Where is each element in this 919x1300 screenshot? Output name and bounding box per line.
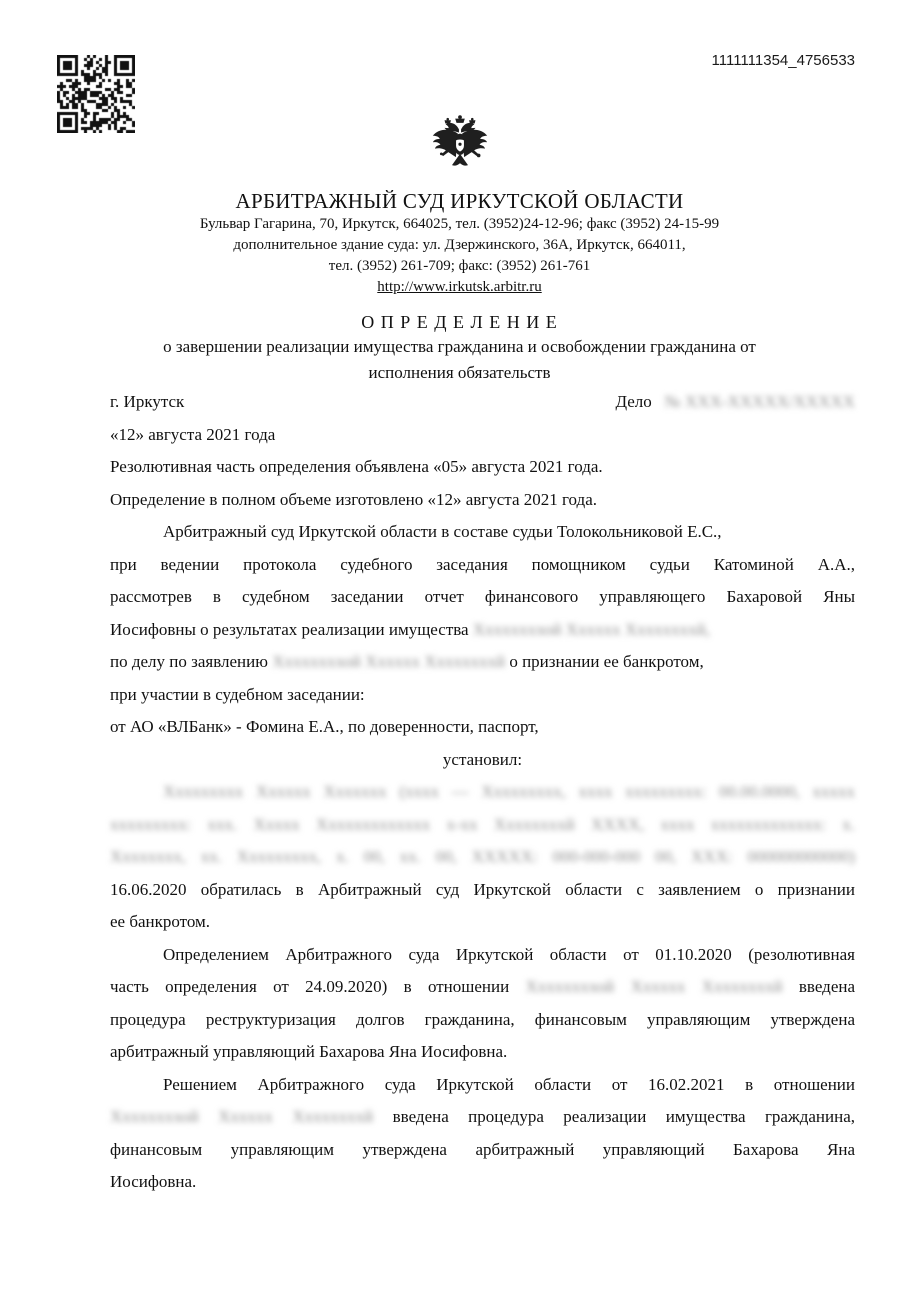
ruling-subtitle-line-1: о завершении реализации имущества гражданина и освобождении гражданина от (163, 337, 756, 356)
body-line-protocol: при ведении протокола судебного заседания помощником судьи Катоминой А.А., (110, 554, 855, 574)
par3-line-2: часть определения от 24.09.2020) в отношении Ххххххххой Хххххх Ххххххххй введена (110, 977, 856, 996)
body-line-uchastie: при участии в судебном заседании: (110, 684, 365, 704)
court-address-line-1: Бульвар Гагарина, 70, Иркутск, 664025, тел. (3952)24-12-96; факс (3952) 24-15-99 (199, 216, 720, 232)
redacted-debtor-name: Ххххххххой Хххххх Ххххххххй (525, 977, 783, 996)
document-number: 1111111354_4756533 (711, 52, 855, 69)
ruling-subtitle-line-2: исполнения обязательств (368, 363, 551, 382)
par4-line-2: Ххххххххой Хххххх Ххххххххй введена процедура реализации имущества гражданина, (110, 1107, 855, 1126)
qr-code (57, 55, 135, 133)
resolutive-part-line: Резолютивная часть определения объявлена «05» августа 2021 года. (110, 457, 603, 476)
court-header (0, 189, 919, 298)
ustanovil-line: установил: (442, 749, 523, 769)
case-label: Дело (615, 392, 652, 411)
coat-of-arms-icon (428, 110, 492, 186)
case-number-redacted: № ХХХ-ХХХХХ/ХХХХХ (664, 392, 855, 411)
body-line-ot-ao: от АО «ВЛБанк» - Фомина Е.А., по доверенности, паспорт, (110, 717, 539, 736)
par4-line-1: Решением Арбитражного суда Иркутской области от 16.02.2021 в отношении (163, 1074, 855, 1094)
ruling-title: О П Р Е Д Е Л Е Н И Е (361, 312, 558, 332)
par3-line-4: арбитражный управляющий Бахарова Яна Иосифовна. (110, 1042, 508, 1061)
body-line-iosifovny: Иосифовны о результатах реализации имущества Ххххххххой Хххххх Ххххххххй, (110, 619, 710, 639)
body-line-rassmotrev: рассмотрев в судебном заседании отчет финансового управляющего Бахаровой Яны (110, 587, 855, 606)
ruling-date-line: «12» августа 2021 года (110, 424, 276, 444)
par3-line-1: Определением Арбитражного суда Иркутской области от 01.10.2020 (резолютивная (163, 944, 855, 964)
par4-line-4: Иосифовна. (110, 1172, 197, 1191)
redacted-paragraph-line-3: Хххххххх, хх. Ххххххххх, х. 00, хх. 00, ХХХХХ: 000-000-000 00, ХХХ: 000000000000) (110, 847, 855, 866)
par3-line-3: процедура реструктуризация долгов гражданина, финансовым управляющим утверждена (110, 1009, 855, 1029)
ruling-body (110, 386, 855, 1199)
body-line-court: Арбитражный суд Иркутской области в составе судьи Толокольниковой Е.С., (163, 522, 722, 541)
redacted-paragraph-line-1: Ххххххххх Хххххх Ххххххх (хххх — Ххххххххх, хххх ххххххххх: 00.00.0000, ххххх (163, 782, 855, 801)
body-line-16-06: 16.06.2020 обратилась в Арбитражный суд Иркутской области с заявлением о признании (110, 879, 855, 899)
par4-line-3: финансовым управляющим утверждена арбитражный управляющий Бахарова Яна (110, 1139, 855, 1159)
redacted-debtor-name: Ххххххххой Хххххх Ххххххххй (272, 652, 506, 671)
ruling-title-block (0, 310, 919, 386)
court-name: АРБИТРАЖНЫЙ СУД ИРКУТСКОЙ ОБЛАСТИ (235, 189, 684, 213)
case-number-group (615, 386, 855, 419)
court-phone-line: тел. (3952) 261-709; факс: (3952) 261-761 (328, 258, 591, 274)
court-address-line-2: дополнительное здание суда: ул. Дзержинского, 36А, Иркутск, 664011, (233, 237, 686, 253)
redacted-debtor-name: Ххххххххой Хххххх Ххххххххй (110, 1107, 374, 1126)
body-line-ee-bankrotom: ее банкротом. (110, 912, 211, 931)
redacted-paragraph-line-2: ххххххххх: ххх. Ххххх Ххххххххххххх х-хх Ххххххххй ХХХХ, хххх ххххххххххххх: х. (110, 814, 855, 834)
court-website: http://www.irkutsk.arbitr.ru (377, 279, 542, 295)
city-label: г. Иркутск (110, 392, 185, 411)
redacted-debtor-name: Ххххххххой Хххххх Ххххххххй, (472, 619, 710, 639)
body-line-podelu: по делу по заявлению Ххххххххой Хххххх Ххххххххй о признании ее банкротом, (110, 652, 704, 671)
case-row (110, 386, 855, 419)
full-text-line: Определение в полном объеме изготовлено «12» августа 2021 года. (110, 489, 597, 509)
